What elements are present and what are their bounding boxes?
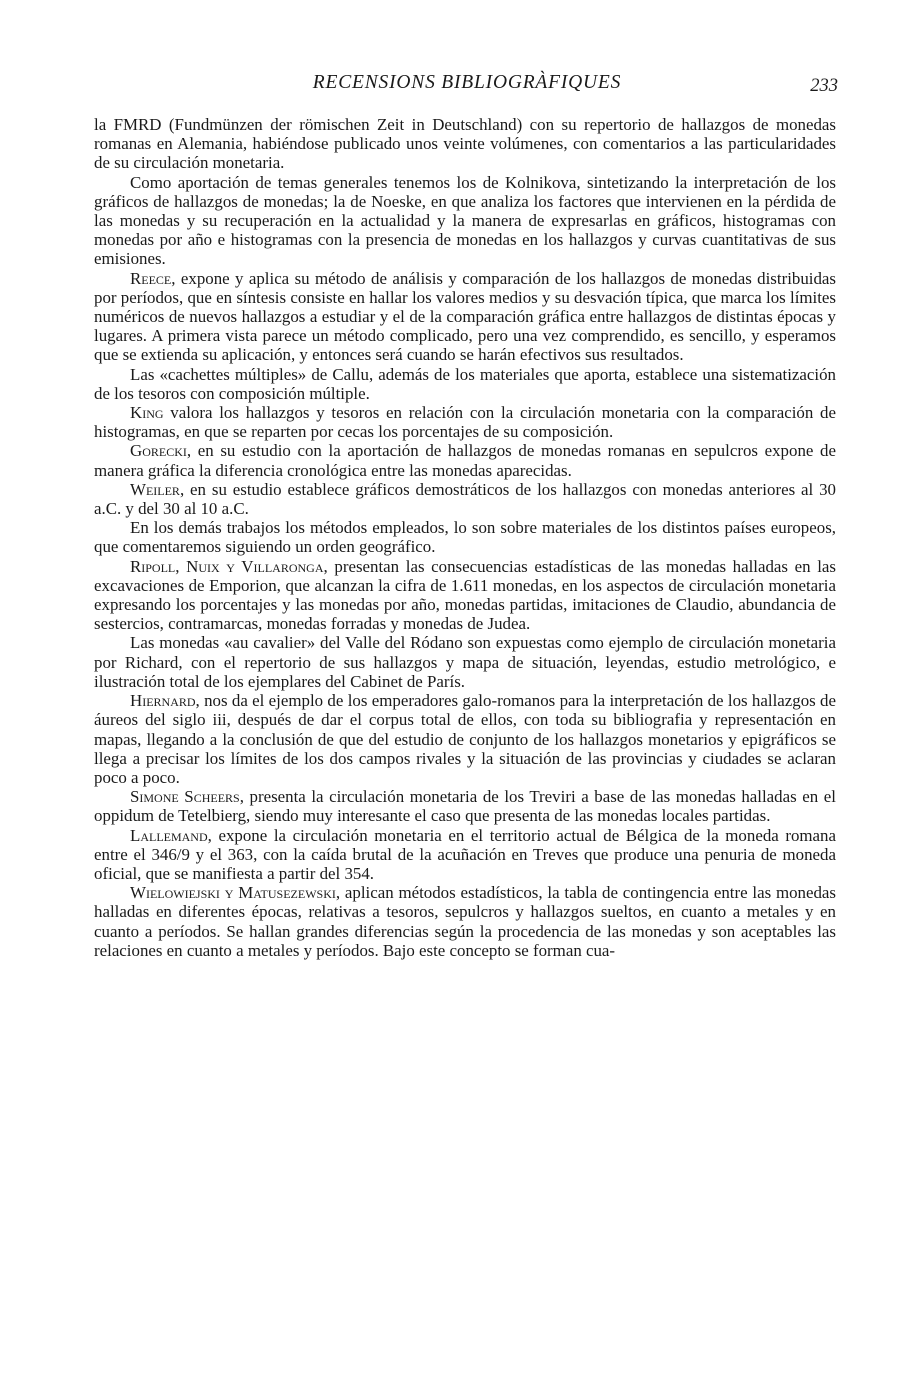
- page-number: 233: [810, 76, 838, 96]
- author-name: Reece: [130, 268, 172, 288]
- paragraph: Wielowiejski y Matusezewski, aplican métodos estadísticos, la tabla de contingencia entre las monedas halladas en diferentes épocas, relativas a tesoros, sepulcros y hallazgos sueltos, en cuanto a metales y en cuanto a períodos. Se hallan grandes diferencias según la procedencia de las monedas y son aceptables las relaciones en cuanto a metales y períodos. Bajo este concepto se forman cua-: [94, 883, 836, 960]
- paragraph: Weiler, en su estudio establece gráficos demostráticos de los hallazgos con monedas anteriores al 30 a.C. y del 30 al 10 a.C.: [94, 479, 836, 519]
- paragraph: Hiernard, nos da el ejemplo de los emperadores galo-romanos para la interpretación de los hallazgos de áureos del siglo iii, después de dar el corpus total de ellos, con toda su bibliografia y representación en mapas, llegando a la conclusión de que del estudio de conjunto de los hallazgos monetarios y epigráficos se llega a precisar los límites de los dos campos rivales y la situación de las provincias y ciudades se aclaran poco a poco.: [94, 691, 836, 787]
- author-name: King: [130, 403, 164, 423]
- author-name: Lallemand: [130, 825, 208, 845]
- body-text: [94, 115, 836, 960]
- paragraph: King valora los hallazgos y tesoros en relación con la circulación monetaria con la comparación de histogramas, en que se reparten por cecas los porcentajes de su composición.: [94, 403, 836, 442]
- paragraph: En los demás trabajos los métodos empleados, lo son sobre materiales de los distintos países europeos, que comentaremos siguiendo un orden geográfico.: [94, 518, 836, 557]
- paragraph: Como aportación de temas generales tenemos los de Kolnikova, sintetizando la interpretación de los gráficos de hallazgos de monedas; la de Noeske, en que analiza los factores que intervienen en la pérdida de las monedas y su recuperación en la actualidad y la manera de expresarlas en gráficos, histogramas con monedas por año e histogramas con la presencia de monedas en los hallazgos y curvas cuantitativas de sus emisiones.: [94, 172, 836, 269]
- author-name: Ripoll, Nuix y Villaronga: [130, 556, 324, 576]
- author-name: Hiernard: [130, 691, 196, 711]
- paragraph: Ripoll, Nuix y Villaronga, presentan las consecuencias estadísticas de las monedas halladas en las excavaciones de Emporion, que alcanzan la cifra de 1.611 monedas, en los aspectos de circulación monetaria expresando los porcentajes y las monedas por año, monedas partidas, imitaciones de Claudio, abundancia de sestercios, contramarcas, monedas forradas y monedas de Judea.: [94, 556, 837, 634]
- page-header: [94, 70, 840, 100]
- author-name: Simone Scheers: [130, 787, 240, 807]
- paragraph: Las «cachettes múltiples» de Callu, además de los materiales que aporta, establece una sistematización de los tesoros con composición múltiple.: [94, 364, 836, 403]
- paragraph: Lallemand, expone la circulación monetaria en el territorio actual de Bélgica de la moneda romana entre el 346/9 y el 363, con la caída brutal de la acuñación en Treves que produce una penuria de moneda oficial, que se manifiesta a partir del 354.: [94, 825, 836, 883]
- author-name: Weiler: [130, 479, 180, 499]
- paragraph: Gorecki, en su estudio con la aportación de hallazgos de monedas romanas en sepulcros expone de manera gráfica la diferencia cronológica entre las monedas aparecidas.: [94, 441, 836, 480]
- running-title: RECENSIONS BIBLIOGRÀFIQUES: [312, 72, 622, 93]
- author-name: Gorecki: [130, 441, 187, 461]
- paragraph: Simone Scheers, presenta la circulación monetaria de los Treviri a base de las monedas halladas en el oppidum de Tetelbierg, siendo muy interesante el caso que presenta de las monedas locales partidas.: [94, 787, 836, 826]
- paragraph: la FMRD (Fundmünzen der römischen Zeit in Deutschland) con su repertorio de hallazgos de monedas romanas en Alemania, habiéndose publicado unos veinte volúmenes, con comentarios a las particularidades de su circulación monetaria.: [94, 115, 836, 173]
- author-name: Wielowiejski y Matusezewski: [130, 883, 336, 903]
- paragraph: Las monedas «au cavalier» del Valle del Ródano son expuestas como ejemplo de circulación monetaria por Richard, con el repertorio de sus hallazgos y mapa de situación, leyendas, estudio metrológico, e ilustración total de los ejemplares del Cabinet de París.: [94, 633, 836, 691]
- paragraph: Reece, expone y aplica su método de análisis y comparación de los hallazgos de monedas distribuidas por períodos, que en síntesis consiste en hallar los valores medios y su desvación típica, que marca los límites numéricos de nuevos hallazgos a estudiar y el de la comparación gráfica entre hallazgos de distintas épocas y lugares. A primera vista parece un método complicado, pero una vez comprendido, es sencillo, y esperamos que se extienda su aplicación, y entonces será cuando se harán efectivos sus resultados.: [94, 268, 836, 365]
